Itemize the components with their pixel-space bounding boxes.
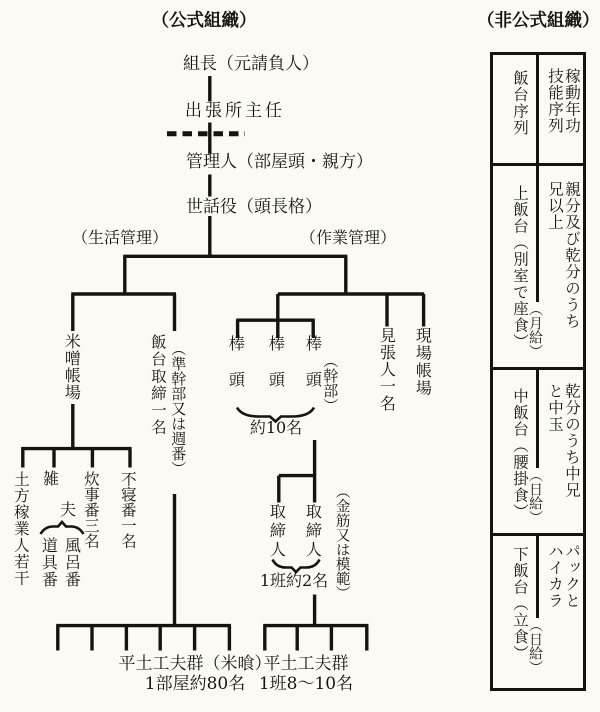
row1-rank-line1: 親分及び乾分のうち	[563, 181, 581, 330]
formal-org-title: （公式組織）	[151, 11, 257, 31]
node-zatsufu-char2: 夫	[60, 500, 77, 519]
informal-org-title: （非公式組織）	[477, 11, 600, 31]
node-furo-ban: 風呂番	[62, 537, 82, 588]
life-management-label: （生活管理）	[72, 228, 169, 247]
node-dokata: 土方稼業人若干	[11, 471, 30, 587]
brace-zatsufu	[41, 522, 84, 534]
header-seniority-line1: 稼動年功	[563, 68, 581, 134]
work-management-label: （作業管理）	[300, 228, 397, 247]
node-kanrinin: 管理人（部屋頭・親方）	[186, 152, 373, 172]
work-branch-lines	[236, 294, 424, 651]
row3-shimo-handai: 下飯台（立食）	[511, 546, 529, 662]
header-seniority-line2: 技能序列	[546, 68, 564, 134]
row2-pay: （日給）	[527, 468, 543, 524]
column-divider-row2	[536, 370, 539, 468]
node-bo-gashira-2: 棒頭	[266, 335, 286, 407]
left-crowd-line1: 平土工夫群（米喰）	[118, 654, 272, 674]
node-bo-gashira-3: 棒頭	[303, 335, 323, 407]
column-divider-row1	[536, 166, 539, 302]
row3-rank	[546, 543, 580, 609]
count-han2: 1班約2名	[259, 571, 329, 590]
count-approx10: 約10名	[249, 418, 303, 437]
node-nezu-ban: 不寝番一名	[118, 471, 137, 549]
node-suiji-ban: 炊事番三名	[81, 471, 100, 549]
row2-rank-line2: と中玉	[546, 383, 564, 433]
node-kumicho: 組長（元請負人）	[183, 54, 319, 74]
note-jun-kanbu: （準幹部又は週番）	[169, 341, 188, 476]
node-zatsufu-char1: 雑	[43, 469, 60, 488]
row2-naka-handai: 中飯台（腰掛食）	[511, 388, 529, 520]
column-divider-row3	[536, 536, 539, 618]
note-kanbu: （幹部）	[321, 353, 340, 413]
left-crowd-line2: 1部屋約80名	[144, 674, 246, 694]
column-divider-header	[536, 55, 539, 163]
node-bo-gashira-1: 棒頭	[226, 335, 246, 407]
row1-pay: （月給）	[527, 302, 543, 358]
informal-table	[490, 52, 586, 691]
node-torishimari-1: 取締人	[267, 503, 287, 560]
node-handai-torishimari: 飯台取締一名	[148, 334, 167, 436]
node-shucchojo-shunin: 出張所主任	[185, 101, 285, 121]
row2-rank-line1: 乾分のうち中兄	[563, 383, 581, 499]
node-genba-choba: 現場帳場	[413, 327, 433, 397]
right-crowd-line1: 平土工夫群	[263, 654, 349, 674]
node-mihari: 見張人一名	[377, 327, 397, 412]
main-split-line	[123, 256, 347, 294]
header-seniority	[546, 68, 580, 134]
row1-kami-handai: 上飯台（別室で座食）	[511, 185, 529, 350]
row3-pay: （日給）	[527, 618, 543, 674]
row3-rank-line1: パックと	[563, 543, 581, 609]
right-crowd-label	[227, 654, 385, 694]
right-crowd-line2: 1班8～10名	[258, 674, 354, 694]
note-kinsuji: （金筋又は模範）	[333, 484, 350, 600]
header-handai-joretsu: 飯台序列	[511, 70, 529, 136]
row1-rank-line2: 兄以上	[546, 181, 564, 231]
node-dogu-ban: 道具番	[39, 537, 59, 588]
row2-rank	[546, 383, 580, 499]
node-sewayaku: 世話役（頭長格）	[186, 197, 322, 217]
node-torishimari-2: 取締人	[303, 503, 323, 560]
row3-rank-line2: ハイカラ	[546, 543, 564, 609]
row1-rank	[546, 181, 580, 330]
node-miso-choba: 米噌帳場	[62, 333, 82, 401]
